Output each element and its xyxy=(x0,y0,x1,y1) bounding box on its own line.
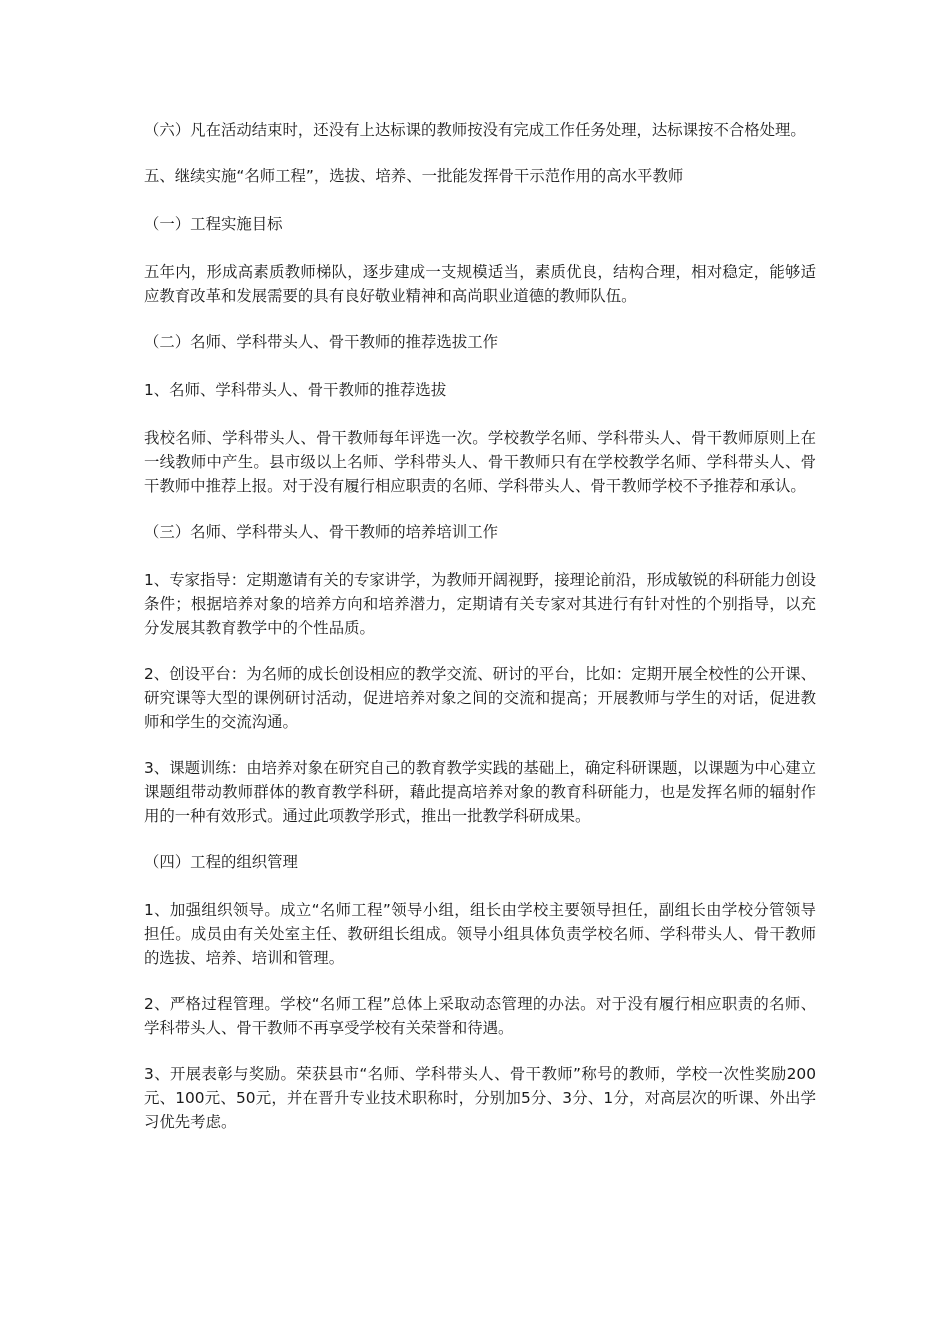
paragraph-platform: 2、创设平台：为名师的成长创设相应的教学交流、研讨的平台，比如：定期开展全校性的公开课、研究课等大型的课例研讨活动，促进培养对象之间的交流和提高；开展教师与学生的对话，促进教师和学生的交流沟通。 xyxy=(144,665,816,731)
paragraph-item-6-conclusion: （六）凡在活动结束时，还没有上达标课的教师按没有完成工作任务处理，达标课按不合格处理。 xyxy=(144,121,806,139)
section-heading-five: 五、继续实施“名师工程”，选拔、培养、一批能发挥骨干示范作用的高水平教师 xyxy=(144,167,684,185)
paragraph-selection: 我校名师、学科带头人、骨干教师每年评选一次。学校教学名师、学科带头人、骨干教师原则上在一线教师中产生。县市级以上名师、学科带头人、骨干教师只有在学校教学名师、学科带头人、骨干教师中推荐上报。对于没有履行相应职责的名师、学科带头人、骨干教师学校不予推荐和承认。 xyxy=(144,429,816,495)
document-body xyxy=(144,118,816,1156)
paragraph-process-management: 2、严格过程管理。学校“名师工程”总体上采取动态管理的办法。对于没有履行相应职责的名师、学科带头人、骨干教师不再享受学校有关荣誉和待遇。 xyxy=(144,995,816,1037)
paragraph-awards: 3、开展表彰与奖励。荣获县市“名师、学科带头人、骨干教师”称号的教师，学校一次性奖励200元、100元、50元，并在晋升专业技术职称时，分别加5分、3分、1分，对高层次的听课、外出学习优先考虑。 xyxy=(144,1065,816,1131)
subheading-selection-1: 1、名师、学科带头人、骨干教师的推荐选拔 xyxy=(144,381,447,399)
paragraph-goals: 五年内，形成高素质教师梯队，逐步建成一支规模适当，素质优良，结构合理，相对稳定，能够适应教育改革和发展需要的具有良好敬业精神和高尚职业道德的教师队伍。 xyxy=(144,263,816,305)
subheading-training: （三）名师、学科带头人、骨干教师的培养培训工作 xyxy=(144,523,498,541)
subheading-selection: （二）名师、学科带头人、骨干教师的推荐选拔工作 xyxy=(144,333,498,351)
paragraph-expert-guidance: 1、专家指导：定期邀请有关的专家讲学，为教师开阔视野，接理论前沿，形成敏锐的科研能力创设条件；根据培养对象的培养方向和培养潜力，定期请有关专家对其进行有针对性的个别指导，以充分发展其教育教学中的个性品质。 xyxy=(144,571,816,637)
paragraph-leadership: 1、加强组织领导。成立“名师工程”领导小组，组长由学校主要领导担任，副组长由学校分管领导担任。成员由有关处室主任、教研组长组成。领导小组具体负责学校名师、学科带头人、骨干教师的选拔、培养、培训和管理。 xyxy=(144,901,816,967)
subheading-management: （四）工程的组织管理 xyxy=(144,853,298,871)
paragraph-research-training: 3、课题训练：由培养对象在研究自己的教育教学实践的基础上，确定科研课题，以课题为中心建立课题组带动教师群体的教育教学科研，藉此提高培养对象的教育科研能力，也是发挥名师的辐射作用的一种有效形式。通过此项教学形式，推出一批教学科研成果。 xyxy=(144,759,816,825)
subheading-goals: （一）工程实施目标 xyxy=(144,215,283,233)
